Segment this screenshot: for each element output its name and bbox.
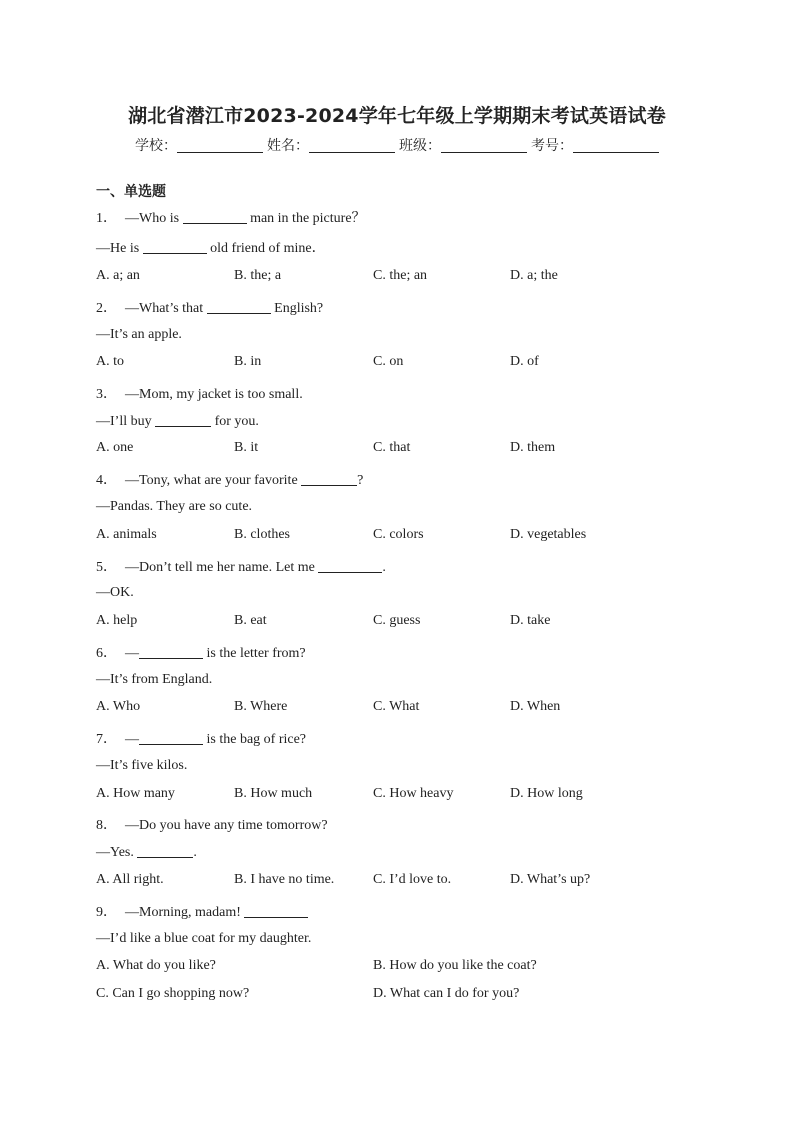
option-d[interactable]: D. take	[510, 613, 551, 628]
exam-number-label: 考号：	[531, 138, 573, 154]
option-a[interactable]: A. help	[96, 613, 138, 628]
option-b[interactable]: B. eat	[234, 613, 267, 628]
question-number: 7．	[96, 732, 117, 747]
question-text: —Tony, what are your favorite	[125, 473, 298, 488]
answer-text: —I’ll buy	[96, 414, 152, 429]
question-5	[96, 556, 386, 576]
answer-line-4: —Pandas. They are so cute.	[96, 499, 253, 514]
exam-number-field[interactable]	[573, 138, 659, 153]
name-label: 姓名：	[267, 138, 309, 154]
question-1	[96, 207, 366, 227]
school-label: 学校：	[135, 138, 177, 154]
answer-line-5: —OK.	[96, 585, 134, 600]
question-number: 8．	[96, 818, 117, 833]
name-field[interactable]	[309, 138, 395, 153]
answer-blank[interactable]	[183, 210, 247, 224]
answer-line-6: —It’s from England.	[96, 672, 213, 687]
school-field[interactable]	[177, 138, 263, 153]
option-a[interactable]: A. animals	[96, 527, 157, 542]
question-number: 9．	[96, 905, 117, 920]
question-number: 6．	[96, 646, 117, 661]
option-b[interactable]: B. Where	[234, 699, 288, 714]
option-b[interactable]: B. How do you like the coat?	[373, 958, 537, 973]
option-b[interactable]: B. I have no time.	[234, 872, 335, 887]
question-9	[96, 901, 308, 921]
question-text: —	[125, 732, 139, 747]
question-text: is the bag of rice?	[206, 732, 307, 747]
option-a[interactable]: A. All right.	[96, 872, 164, 887]
answer-text: —Yes.	[96, 845, 134, 860]
answer-blank[interactable]	[139, 645, 203, 659]
question-4	[96, 469, 363, 489]
option-d[interactable]: D. What can I do for you?	[373, 986, 520, 1001]
option-c[interactable]: C. on	[373, 354, 404, 369]
option-a[interactable]: A. to	[96, 354, 124, 369]
option-c[interactable]: C. guess	[373, 613, 421, 628]
answer-line-8	[96, 844, 197, 861]
answer-blank[interactable]	[139, 731, 203, 745]
question-text: —Mom, my jacket is too small.	[125, 387, 303, 402]
answer-line-2: —It’s an apple.	[96, 327, 182, 342]
answer-text: for you.	[214, 414, 259, 429]
option-c[interactable]: C. the; an	[373, 268, 428, 283]
answer-line-3	[96, 413, 259, 430]
answer-blank[interactable]	[244, 904, 308, 918]
option-d[interactable]: D. How long	[510, 786, 583, 801]
question-text: —What’s that	[125, 301, 204, 316]
answer-blank[interactable]	[137, 844, 193, 858]
option-a[interactable]: A. one	[96, 440, 134, 455]
question-6	[96, 642, 306, 662]
option-a[interactable]: A. Who	[96, 699, 141, 714]
question-number: 3．	[96, 387, 117, 402]
answer-blank[interactable]	[318, 559, 382, 573]
option-b[interactable]: B. the; a	[234, 268, 282, 283]
question-text: English?	[274, 301, 324, 316]
option-c[interactable]: C. How heavy	[373, 786, 454, 801]
answer-line-1	[96, 237, 326, 257]
answer-text: .	[193, 845, 197, 860]
question-3	[96, 383, 303, 403]
answer-blank[interactable]	[301, 472, 357, 486]
option-b[interactable]: B. in	[234, 354, 262, 369]
question-text: .	[382, 560, 386, 575]
option-a[interactable]: A. What do you like?	[96, 958, 216, 973]
option-b[interactable]: B. clothes	[234, 527, 290, 542]
option-c[interactable]: C. that	[373, 440, 411, 455]
student-info-line	[0, 135, 794, 155]
option-c[interactable]: C. Can I go shopping now?	[96, 986, 250, 1001]
option-b[interactable]: B. How much	[234, 786, 313, 801]
answer-blank[interactable]	[143, 240, 207, 254]
option-d[interactable]: D. When	[510, 699, 561, 714]
answer-text: —He is	[96, 241, 140, 256]
page-title: 湖北省潜江市2023-2024学年七年级上学期期末考试英语试卷	[128, 105, 666, 127]
option-d[interactable]: D. What’s up?	[510, 872, 591, 887]
question-8	[96, 814, 328, 834]
answer-line-7: —It’s five kilos.	[96, 758, 188, 773]
question-number: 4．	[96, 473, 117, 488]
answer-blank[interactable]	[155, 413, 211, 427]
answer-text: old friend of mine．	[210, 241, 326, 256]
class-field[interactable]	[441, 138, 527, 153]
question-text: is the letter from?	[206, 646, 306, 661]
option-a[interactable]: A. a; an	[96, 268, 140, 283]
question-text: —Who is	[125, 211, 180, 226]
question-number: 2．	[96, 301, 117, 316]
option-b[interactable]: B. it	[234, 440, 259, 455]
option-c[interactable]: C. What	[373, 699, 420, 714]
answer-line-9: —I’d like a blue coat for my daughter.	[96, 931, 312, 946]
question-number: 5．	[96, 560, 117, 575]
question-text: man in the picture？	[250, 211, 366, 226]
answer-blank[interactable]	[207, 300, 271, 314]
option-c[interactable]: C. I’d love to.	[373, 872, 452, 887]
question-text: —Do you have any time tomorrow?	[125, 818, 328, 833]
option-d[interactable]: D. them	[510, 440, 556, 455]
option-d[interactable]: D. of	[510, 354, 539, 369]
question-text: ?	[357, 473, 364, 488]
question-number: 1．	[96, 211, 117, 226]
question-text: —Don’t tell me her name. Let me	[125, 560, 315, 575]
question-text: —	[125, 646, 139, 661]
option-a[interactable]: A. How many	[96, 786, 175, 801]
question-7	[96, 728, 306, 748]
class-label: 班级：	[399, 138, 441, 154]
section-title: 一、单选题	[96, 184, 166, 200]
option-d[interactable]: D. a; the	[510, 268, 558, 283]
option-d[interactable]: D. vegetables	[510, 527, 587, 542]
option-c[interactable]: C. colors	[373, 527, 424, 542]
question-text: —Morning, madam!	[125, 905, 241, 920]
question-2	[96, 297, 323, 317]
